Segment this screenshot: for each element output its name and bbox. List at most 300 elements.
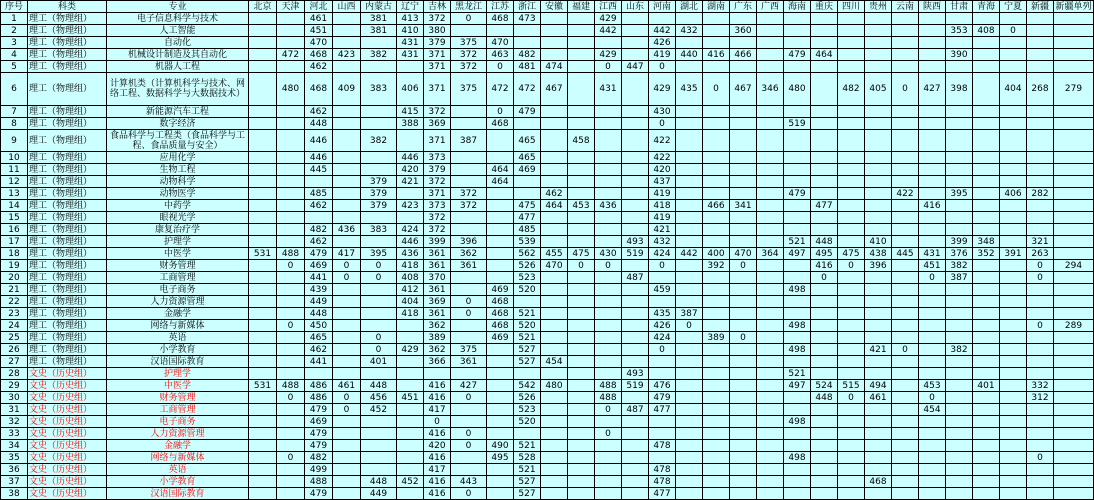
score-cell: 459	[649, 284, 676, 296]
score-cell	[811, 476, 838, 488]
score-cell	[865, 224, 892, 236]
score-cell	[1027, 404, 1054, 416]
score-cell	[595, 308, 622, 320]
score-cell	[568, 404, 595, 416]
score-cell: 485	[514, 224, 541, 236]
score-cell	[487, 380, 514, 392]
score-cell: 0	[451, 392, 487, 404]
score-cell	[249, 176, 277, 188]
score-cell: 416	[919, 200, 946, 212]
major-name: 汉语国际教育	[107, 488, 249, 500]
score-cell: 531	[249, 248, 277, 260]
score-cell: 468	[865, 476, 892, 488]
score-cell	[622, 25, 649, 37]
score-cell	[541, 224, 568, 236]
score-cell: 422	[649, 130, 676, 152]
score-cell: 379	[361, 176, 397, 188]
score-cell	[811, 428, 838, 440]
score-cell	[333, 236, 361, 248]
score-cell	[249, 200, 277, 212]
major-name: 金融学	[107, 308, 249, 320]
score-cell	[249, 440, 277, 452]
score-cell	[249, 404, 277, 416]
score-cell	[277, 464, 305, 476]
score-cell: 477	[811, 200, 838, 212]
score-cell: 442	[649, 25, 676, 37]
score-cell	[811, 188, 838, 200]
score-cell	[973, 320, 1000, 332]
score-cell	[277, 118, 305, 130]
subject-category: 文史（历史组）	[28, 416, 107, 428]
score-cell: 263	[1027, 248, 1054, 260]
score-cell	[919, 176, 946, 188]
score-cell	[568, 356, 595, 368]
score-cell	[1054, 106, 1094, 118]
score-cell	[676, 272, 703, 284]
table-body	[1, 13, 1094, 500]
column-header: 专业	[107, 1, 249, 13]
score-cell	[622, 464, 649, 476]
major-name: 人力资源管理	[107, 296, 249, 308]
score-cell	[361, 452, 397, 464]
score-cell	[919, 13, 946, 25]
table-row	[1, 61, 1094, 73]
score-cell: 406	[397, 73, 424, 106]
score-cell	[838, 236, 865, 248]
table-row	[1, 106, 1094, 118]
score-cell	[811, 37, 838, 49]
column-header: 江西	[595, 1, 622, 13]
subject-category: 文史（历史组）	[28, 380, 107, 392]
score-cell	[649, 428, 676, 440]
score-cell: 468	[487, 320, 514, 332]
score-cell: 420	[424, 440, 451, 452]
score-cell: 371	[424, 130, 451, 152]
score-cell	[277, 13, 305, 25]
score-cell	[946, 37, 973, 49]
score-cell	[622, 73, 649, 106]
score-cell: 400	[703, 248, 730, 260]
row-number: 37	[1, 476, 28, 488]
score-cell: 0	[649, 118, 676, 130]
score-cell	[865, 428, 892, 440]
score-cell	[1054, 440, 1094, 452]
score-cell	[757, 106, 784, 118]
score-cell	[568, 224, 595, 236]
row-number: 21	[1, 284, 28, 296]
column-header: 重庆	[811, 1, 838, 13]
score-cell	[487, 200, 514, 212]
score-cell	[333, 416, 361, 428]
score-cell: 381	[361, 13, 397, 25]
score-cell: 469	[487, 332, 514, 344]
score-cell	[595, 164, 622, 176]
score-cell	[838, 130, 865, 152]
score-cell: 470	[487, 37, 514, 49]
score-cell	[1054, 428, 1094, 440]
score-cell: 461	[305, 13, 333, 25]
score-cell	[703, 356, 730, 368]
score-cell	[838, 332, 865, 344]
score-cell: 443	[451, 476, 487, 488]
score-cell	[919, 61, 946, 73]
score-cell: 404	[1000, 73, 1027, 106]
score-cell: 488	[595, 380, 622, 392]
score-cell: 379	[424, 164, 451, 176]
score-cell	[811, 488, 838, 500]
table-row	[1, 260, 1094, 272]
score-cell	[865, 164, 892, 176]
score-cell	[249, 344, 277, 356]
table-row	[1, 188, 1094, 200]
column-header: 湖南	[703, 1, 730, 13]
score-cell: 450	[305, 320, 333, 332]
score-cell	[757, 176, 784, 188]
score-cell	[1000, 224, 1027, 236]
score-cell	[1027, 476, 1054, 488]
score-cell: 523	[514, 404, 541, 416]
score-cell	[595, 452, 622, 464]
score-cell	[973, 152, 1000, 164]
column-header: 黑龙江	[451, 1, 487, 13]
score-cell	[676, 344, 703, 356]
score-cell: 0	[595, 61, 622, 73]
score-cell: 480	[784, 73, 811, 106]
score-cell: 0	[487, 106, 514, 118]
score-cell: 448	[305, 308, 333, 320]
score-cell	[451, 106, 487, 118]
subject-category: 理工（物理组）	[28, 320, 107, 332]
table-row	[1, 49, 1094, 61]
score-cell	[946, 368, 973, 380]
score-cell	[730, 130, 757, 152]
score-cell	[1027, 61, 1054, 73]
score-cell: 482	[514, 49, 541, 61]
score-cell	[703, 368, 730, 380]
score-cell	[333, 476, 361, 488]
score-cell	[514, 188, 541, 200]
score-cell	[676, 212, 703, 224]
score-cell: 446	[397, 236, 424, 248]
score-cell: 479	[649, 392, 676, 404]
score-cell: 369	[424, 296, 451, 308]
score-cell	[784, 176, 811, 188]
score-cell: 426	[649, 320, 676, 332]
score-cell	[649, 272, 676, 284]
score-cell: 387	[676, 308, 703, 320]
score-cell: 475	[514, 200, 541, 212]
score-cell	[784, 164, 811, 176]
score-cell	[784, 200, 811, 212]
subject-category: 理工（物理组）	[28, 296, 107, 308]
score-cell	[973, 37, 1000, 49]
score-cell	[1000, 296, 1027, 308]
row-number: 11	[1, 164, 28, 176]
score-cell	[784, 332, 811, 344]
score-cell: 498	[784, 416, 811, 428]
score-cell	[946, 13, 973, 25]
row-number: 27	[1, 356, 28, 368]
score-cell	[487, 188, 514, 200]
subject-category: 理工（物理组）	[28, 25, 107, 37]
score-cell	[1054, 416, 1094, 428]
column-header: 广西	[757, 1, 784, 13]
score-cell: 352	[973, 248, 1000, 260]
score-cell	[277, 272, 305, 284]
score-cell	[946, 284, 973, 296]
score-cell	[730, 284, 757, 296]
subject-category: 理工（物理组）	[28, 49, 107, 61]
score-cell	[1054, 200, 1094, 212]
subject-category: 理工（物理组）	[28, 188, 107, 200]
table-row	[1, 380, 1094, 392]
score-cell	[811, 176, 838, 188]
score-cell	[973, 106, 1000, 118]
score-cell	[676, 176, 703, 188]
score-cell: 361	[424, 248, 451, 260]
score-cell	[838, 118, 865, 130]
score-cell: 410	[397, 25, 424, 37]
score-cell	[1000, 392, 1027, 404]
column-header: 山西	[333, 1, 361, 13]
score-cell	[703, 380, 730, 392]
score-cell	[1000, 106, 1027, 118]
major-name: 食品科学与工程类（食品科学与工程、食品质量与安全）	[107, 130, 249, 152]
row-number: 13	[1, 188, 28, 200]
score-cell	[757, 344, 784, 356]
score-cell	[277, 176, 305, 188]
score-cell	[397, 452, 424, 464]
score-cell: 372	[424, 13, 451, 25]
score-cell: 418	[397, 308, 424, 320]
score-cell: 412	[397, 284, 424, 296]
score-cell: 527	[514, 476, 541, 488]
score-cell	[568, 320, 595, 332]
score-cell	[892, 118, 919, 130]
column-header: 湖北	[676, 1, 703, 13]
score-cell	[649, 356, 676, 368]
score-cell	[946, 224, 973, 236]
score-cell	[1054, 130, 1094, 152]
score-cell	[730, 61, 757, 73]
score-cell	[541, 296, 568, 308]
score-cell	[703, 188, 730, 200]
score-cell	[919, 476, 946, 488]
column-header: 陕西	[919, 1, 946, 13]
score-cell	[1054, 61, 1094, 73]
score-cell	[1000, 176, 1027, 188]
major-name: 中医学	[107, 380, 249, 392]
score-cell	[333, 356, 361, 368]
score-cell	[541, 130, 568, 152]
score-cell	[892, 25, 919, 37]
score-cell	[892, 236, 919, 248]
score-cell	[892, 368, 919, 380]
score-cell	[730, 380, 757, 392]
score-cell: 462	[305, 61, 333, 73]
score-cell	[784, 440, 811, 452]
score-cell: 0	[838, 260, 865, 272]
score-cell	[595, 296, 622, 308]
score-cell	[1054, 176, 1094, 188]
score-cell	[730, 368, 757, 380]
column-header: 科类	[28, 1, 107, 13]
score-cell	[757, 380, 784, 392]
score-cell	[487, 368, 514, 380]
column-header: 贵州	[865, 1, 892, 13]
score-cell	[730, 392, 757, 404]
score-cell	[541, 13, 568, 25]
column-header: 宁夏	[1000, 1, 1027, 13]
score-cell: 462	[305, 236, 333, 248]
score-cell	[784, 476, 811, 488]
score-cell: 424	[397, 224, 424, 236]
score-cell	[514, 296, 541, 308]
score-cell: 268	[1027, 73, 1054, 106]
row-number: 19	[1, 260, 28, 272]
score-cell	[865, 320, 892, 332]
table-row	[1, 118, 1094, 130]
score-cell	[730, 296, 757, 308]
score-cell	[249, 236, 277, 248]
major-name: 自动化	[107, 37, 249, 49]
score-cell	[649, 368, 676, 380]
score-cell	[703, 13, 730, 25]
score-cell: 0	[451, 308, 487, 320]
score-cell: 0	[676, 320, 703, 332]
major-name: 护理学	[107, 368, 249, 380]
score-cell	[361, 368, 397, 380]
score-cell	[249, 332, 277, 344]
score-cell	[361, 212, 397, 224]
score-cell: 398	[946, 73, 973, 106]
major-name: 应用化学	[107, 152, 249, 164]
score-cell	[676, 488, 703, 500]
score-cell	[541, 118, 568, 130]
score-cell	[946, 356, 973, 368]
subject-category: 理工（物理组）	[28, 73, 107, 106]
score-cell: 472	[487, 73, 514, 106]
score-cell	[361, 416, 397, 428]
score-cell: 497	[784, 380, 811, 392]
score-cell	[541, 236, 568, 248]
score-cell	[973, 118, 1000, 130]
major-name: 小学教育	[107, 476, 249, 488]
subject-category: 理工（物理组）	[28, 212, 107, 224]
score-cell	[487, 25, 514, 37]
column-header: 青海	[973, 1, 1000, 13]
score-cell	[568, 428, 595, 440]
score-cell: 0	[730, 332, 757, 344]
score-cell	[757, 488, 784, 500]
score-cell	[568, 49, 595, 61]
score-cell	[892, 212, 919, 224]
score-cell	[973, 332, 1000, 344]
score-cell	[892, 296, 919, 308]
score-cell: 0	[424, 416, 451, 428]
score-cell	[333, 200, 361, 212]
score-cell	[541, 440, 568, 452]
score-cell: 401	[361, 356, 397, 368]
score-cell: 379	[361, 188, 397, 200]
score-cell	[703, 61, 730, 73]
subject-category: 文史（历史组）	[28, 392, 107, 404]
score-cell	[703, 224, 730, 236]
score-cell: 416	[424, 392, 451, 404]
score-cell	[757, 25, 784, 37]
score-cell	[946, 464, 973, 476]
score-cell: 487	[622, 404, 649, 416]
table-row	[1, 440, 1094, 452]
score-cell	[676, 356, 703, 368]
score-cell	[305, 368, 333, 380]
row-number: 26	[1, 344, 28, 356]
score-cell	[1054, 188, 1094, 200]
score-cell	[568, 488, 595, 500]
score-cell	[811, 440, 838, 452]
score-cell	[919, 320, 946, 332]
score-cell	[865, 452, 892, 464]
score-cell: 362	[424, 320, 451, 332]
score-cell	[541, 368, 568, 380]
score-cell	[865, 416, 892, 428]
subject-category: 理工（物理组）	[28, 61, 107, 73]
score-cell	[919, 236, 946, 248]
score-cell: 0	[892, 344, 919, 356]
subject-category: 文史（历史组）	[28, 452, 107, 464]
score-cell	[487, 260, 514, 272]
score-cell	[1027, 428, 1054, 440]
table-row	[1, 236, 1094, 248]
score-cell	[676, 332, 703, 344]
score-cell	[892, 61, 919, 73]
score-cell	[730, 440, 757, 452]
score-cell	[676, 224, 703, 236]
score-cell	[333, 212, 361, 224]
score-cell	[757, 212, 784, 224]
score-cell	[397, 356, 424, 368]
score-cell: 387	[946, 272, 973, 284]
row-number: 2	[1, 25, 28, 37]
column-header: 河南	[649, 1, 676, 13]
score-cell: 0	[595, 428, 622, 440]
score-cell	[568, 164, 595, 176]
score-cell	[892, 200, 919, 212]
score-cell: 418	[397, 260, 424, 272]
score-cell	[1027, 224, 1054, 236]
score-cell	[730, 188, 757, 200]
score-cell: 419	[649, 188, 676, 200]
score-cell	[1054, 49, 1094, 61]
score-cell	[1027, 284, 1054, 296]
score-cell	[892, 320, 919, 332]
major-name: 数字经济	[107, 118, 249, 130]
score-cell	[1000, 37, 1027, 49]
score-cell	[277, 61, 305, 73]
score-cell	[249, 416, 277, 428]
score-cell	[622, 428, 649, 440]
score-cell: 521	[514, 440, 541, 452]
score-cell	[865, 200, 892, 212]
score-cell	[865, 404, 892, 416]
score-cell	[676, 416, 703, 428]
score-cell	[973, 428, 1000, 440]
score-cell	[1000, 152, 1027, 164]
score-cell	[361, 236, 397, 248]
score-cell: 341	[730, 200, 757, 212]
score-cell	[277, 356, 305, 368]
score-cell	[568, 188, 595, 200]
